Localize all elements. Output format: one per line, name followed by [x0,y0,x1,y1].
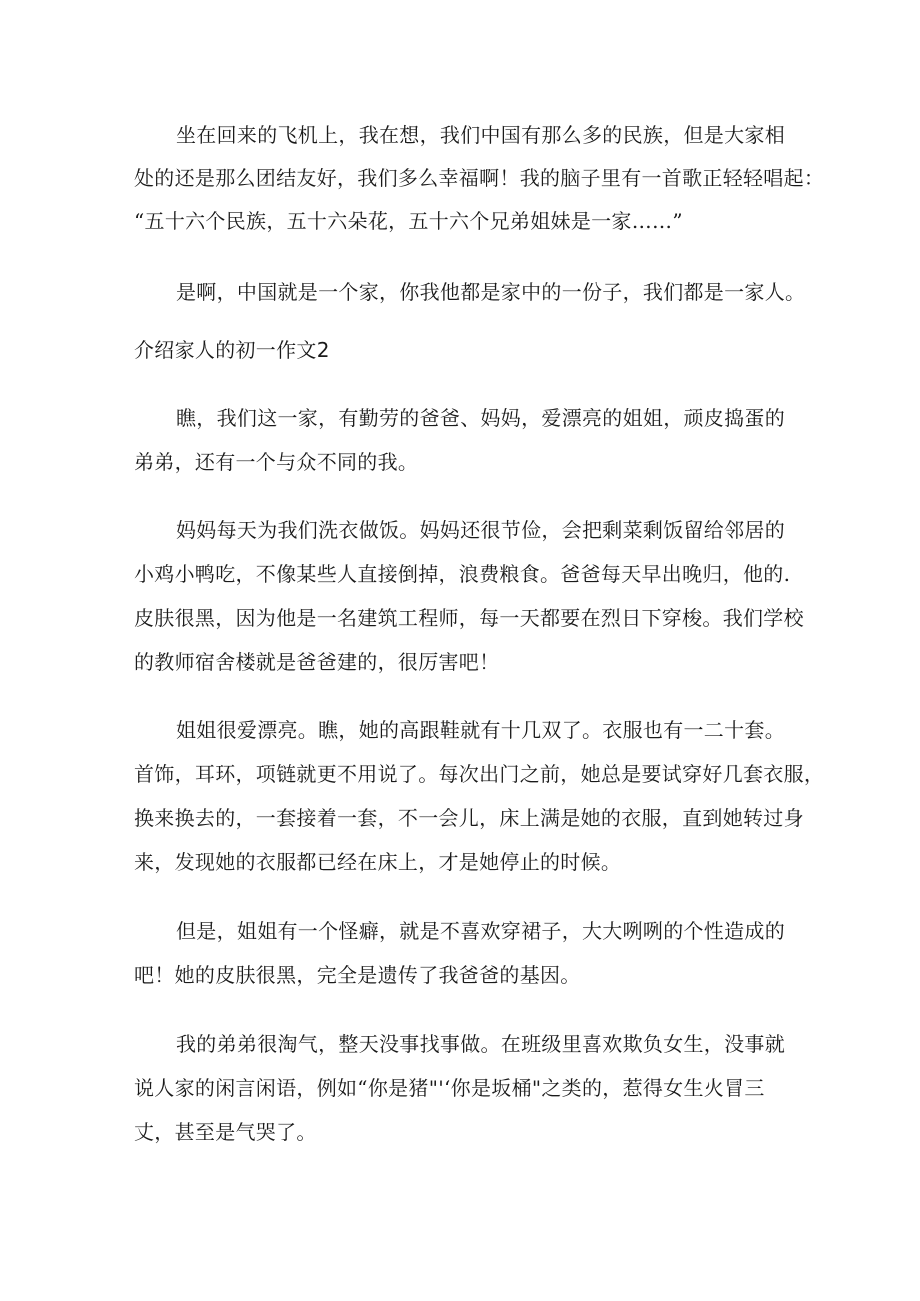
paragraph-line: 首饰，耳环，项链就更不用说了。每次出门之前，她总是要试穿好几套衣服， [134,762,825,786]
paragraph-line: 瞧，我们这一家，有勤劳的爸爸、妈妈，爱漂亮的姐姐，顽皮捣蛋的 [176,406,785,430]
paragraph-line: 我的弟弟很淘气，整天没事找事做。在班级里喜欢欺负女生，没事就 [176,1032,785,1056]
section-heading: 介绍家人的初一作文2 [134,338,330,362]
paragraph-line: 弟弟，还有一个与众不同的我。 [134,450,419,474]
paragraph-line: 的教师宿舍楼就是爸爸建的，很厉害吧！ [134,650,500,674]
paragraph-line: 丈，甚至是气哭了。 [134,1120,317,1144]
paragraph-line: 皮肤很黑，因为他是一名建筑工程师，每一天都要在烈日下穿梭。我们学校 [134,606,804,630]
paragraph-line: 坐在回来的飞机上，我在想，我们中国有那么多的民族，但是大家相 [176,123,785,147]
paragraph-line: 但是，姐姐有一个怪癖，就是不喜欢穿裙子，大大咧咧的个性造成的 [176,919,785,943]
paragraph-line: 处的还是那么团结友好，我们多么幸福啊！我的脑子里有一首歌正轻轻唱起： [134,166,825,190]
paragraph-line: 换来换去的，一套接着一套，不一会儿，床上满是她的衣服，直到她转过身 [134,806,804,830]
paragraph-line: 吧！她的皮肤很黑，完全是遗传了我爸爸的基因。 [134,963,581,987]
paragraph-line: 妈妈每天为我们洗衣做饭。妈妈还很节俭，会把剩菜剩饭留给邻居的 [176,518,785,542]
paragraph-line: 来，发现她的衣服都已经在床上，才是她停止的时候。 [134,850,622,874]
paragraph-line: 小鸡小鸭吃，不像某些人直接倒掉，浪费粮食。爸爸每天早出晚归，他的. [134,562,791,586]
paragraph-line: 是啊，中国就是一个家，你我他都是家中的一份子，我们都是一家人。 [176,280,806,304]
paragraph-line: “五十六个民族，五十六朵花，五十六个兄弟姐妹是一家……” [134,209,683,233]
paragraph-line: 姐姐很爱漂亮。瞧，她的高跟鞋就有十几双了。衣服也有一二十套。 [176,718,785,742]
paragraph-line: 说人家的闲言闲语，例如“你是猪"'‘你是坂桶"之类的，惹得女生火冒三 [134,1076,765,1100]
